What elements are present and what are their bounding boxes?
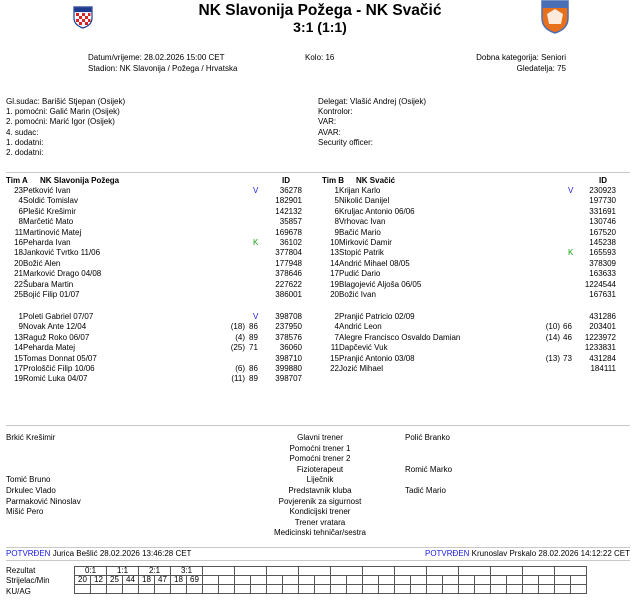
player-id: 230923 <box>589 186 616 195</box>
player-id: 145238 <box>589 238 616 247</box>
sub-minute: 73 <box>563 353 572 363</box>
ku-ag-cell <box>475 585 491 594</box>
team-b-id-header: ID <box>599 176 607 185</box>
staff-right-name: Polić Branko <box>405 433 450 442</box>
official-right: AVAR: <box>318 127 341 137</box>
staff-role: Predstavnik kluba <box>288 486 352 495</box>
player-id: 398710 <box>275 353 302 363</box>
player-id: 331691 <box>589 206 616 216</box>
sub-replaced: (14) <box>545 332 560 342</box>
player-name: Pranjić Antonio 03/08 <box>339 353 415 363</box>
ku-ag-cell <box>523 585 539 594</box>
player-number: 5 <box>334 196 339 206</box>
player-id: 35857 <box>279 217 302 227</box>
label-scorer: Strijelac/Min <box>6 576 50 585</box>
player-id: 237950 <box>275 322 302 332</box>
ku-ag-cell <box>235 585 251 594</box>
rule-staff <box>6 425 630 426</box>
player-name: Pudić Dario <box>339 269 381 279</box>
rule-lineups <box>6 172 630 173</box>
sub-minute: 89 <box>249 374 258 384</box>
player-number: 4 <box>18 196 23 206</box>
scorer-cell <box>443 576 459 585</box>
scorer-cell <box>491 576 507 585</box>
player-name: Raguž Roko 06/07 <box>23 332 90 342</box>
staff-role: Medicinski tehničar/sestra <box>273 528 367 538</box>
player-role-mark: V <box>253 312 259 321</box>
ku-ag-cell <box>123 585 139 594</box>
player-id: 378576 <box>275 332 302 342</box>
ku-ag-cell <box>107 585 123 594</box>
player-role-mark: K <box>253 238 259 247</box>
player-name: Bačić Mario <box>339 227 381 237</box>
ku-ag-cell <box>395 585 411 594</box>
player-name: Jozić Mihael <box>339 364 384 373</box>
scorer-row <box>75 576 587 585</box>
player-number: 6 <box>18 206 23 216</box>
result-cell <box>427 567 459 576</box>
player-id: 1223972 <box>584 332 616 342</box>
player-name: Peharda Ivan <box>23 238 71 247</box>
result-cell <box>235 567 267 576</box>
confirm-right <box>425 549 630 558</box>
staff-role: Trener vratara <box>294 517 346 527</box>
player-id: 431284 <box>589 353 616 363</box>
player-number: 6 <box>334 206 339 216</box>
player-name: Šubara Martin <box>23 279 74 289</box>
ku-ag-cell <box>427 585 443 594</box>
result-cell: 0:1 <box>75 567 107 576</box>
ku-ag-cell <box>555 585 571 594</box>
ku-ag-cell <box>251 585 267 594</box>
team-a-id-header: ID <box>282 176 290 185</box>
staff-role: Liječnik <box>306 475 334 485</box>
scorer-cell <box>251 576 267 585</box>
player-id: 165593 <box>589 248 616 258</box>
player-number: 9 <box>18 322 23 332</box>
player-role-mark: V <box>253 186 259 195</box>
player-role-mark: V <box>568 186 574 195</box>
player-name: Andrić Leon <box>339 322 382 332</box>
ku-ag-cell <box>91 585 107 594</box>
scorer-cell <box>475 576 491 585</box>
player-name: Martinović Matej <box>23 227 82 237</box>
player-number: 17 <box>14 364 23 373</box>
player-name: Prološčić Filip 10/06 <box>23 364 95 373</box>
player-number: 21 <box>14 269 23 279</box>
match-round: Kolo: 16 <box>305 53 335 62</box>
player-number: 10 <box>330 238 339 247</box>
confirm-right-label: POTVRĐEN <box>424 549 470 558</box>
player-number: 2 <box>334 312 339 321</box>
player-number: 22 <box>14 279 23 289</box>
player-number: 15 <box>14 353 23 363</box>
staff-right-name: Romić Marko <box>405 464 453 474</box>
ku-ag-cell <box>187 585 203 594</box>
scorer-cell <box>427 576 443 585</box>
scorer-cell: 69 <box>187 576 203 585</box>
player-name: Andrić Mihael 08/05 <box>339 258 410 268</box>
player-name: Nikolić Danijel <box>339 196 390 206</box>
label-ku-ag: KU/AG <box>6 587 31 596</box>
sub-replaced: (13) <box>545 353 560 363</box>
player-name: Marčetić Mato <box>23 217 74 227</box>
player-id: 163633 <box>589 269 616 279</box>
scorer-cell: 18 <box>171 576 187 585</box>
player-name: Peharda Matej <box>23 343 76 353</box>
staff-role: Pomoćni trener 2 <box>289 454 351 464</box>
scorer-cell <box>555 576 571 585</box>
away-club-crest <box>541 0 569 34</box>
sub-replaced: (10) <box>545 322 560 332</box>
player-number: 4 <box>334 322 339 332</box>
ku-ag-cell <box>155 585 171 594</box>
player-role-mark: K <box>568 248 574 258</box>
player-id: 36102 <box>279 238 302 247</box>
player-number: 20 <box>14 258 23 268</box>
staff-left-name: Tomić Bruno <box>6 475 51 485</box>
sub-replaced: (4) <box>235 332 245 342</box>
rule-scoring <box>6 560 630 561</box>
sub-replaced: (18) <box>230 322 245 332</box>
player-number: 11 <box>330 343 339 353</box>
ku-ag-cell <box>75 585 91 594</box>
player-number: 22 <box>330 364 339 373</box>
player-id: 169678 <box>275 227 302 237</box>
player-name: Poleti Gabriel 07/07 <box>23 312 94 321</box>
result-cell <box>395 567 427 576</box>
result-cell <box>203 567 235 576</box>
scorer-cell: 44 <box>123 576 139 585</box>
confirm-left-label: POTVRĐEN <box>6 549 51 558</box>
scoring-table <box>74 566 587 594</box>
player-id: 203401 <box>589 322 616 332</box>
ku-ag-cell <box>379 585 395 594</box>
scorer-cell <box>267 576 283 585</box>
result-cell <box>491 567 523 576</box>
player-number: 13 <box>330 248 339 258</box>
sub-minute: 71 <box>249 343 258 353</box>
player-id: 377804 <box>275 248 302 258</box>
scorer-cell: 20 <box>75 576 91 585</box>
scorer-cell <box>379 576 395 585</box>
ku-ag-cell <box>459 585 475 594</box>
result-cell <box>331 567 363 576</box>
scorer-cell: 18 <box>139 576 155 585</box>
sub-replaced: (25) <box>230 343 245 353</box>
player-id: 184111 <box>590 364 616 373</box>
official-right: VAR: <box>318 117 337 127</box>
ku-ag-cell <box>267 585 283 594</box>
sub-minute: 86 <box>249 322 258 332</box>
scorer-cell <box>523 576 539 585</box>
staff-left-name: Drkulec Vlado <box>6 486 56 495</box>
result-cell <box>555 567 587 576</box>
ku-ag-cell <box>299 585 315 594</box>
player-name: Tomas Donnat 05/07 <box>23 353 97 363</box>
player-id: 197730 <box>589 196 616 206</box>
player-number: 15 <box>330 353 339 363</box>
ku-ag-cell <box>411 585 427 594</box>
scorer-cell <box>347 576 363 585</box>
sub-minute: 46 <box>563 332 572 342</box>
match-score: 3:1 (1:1) <box>293 19 347 35</box>
player-name: Božić Alen <box>23 258 61 268</box>
player-number: 18 <box>14 248 23 258</box>
player-id: 36060 <box>279 343 302 353</box>
player-id: 398708 <box>275 312 302 321</box>
result-row <box>75 567 587 576</box>
ku-ag-cell <box>363 585 379 594</box>
result-cell: 1:1 <box>107 567 139 576</box>
ku-ag-cell <box>443 585 459 594</box>
player-name: Krijan Karlo <box>339 186 381 195</box>
player-name: Soldić Tomislav <box>23 196 78 206</box>
official-left: 2. pomoćni: Marić Igor (Osijek) <box>6 117 115 127</box>
result-cell: 2:1 <box>139 567 171 576</box>
staff-right-name: Tadić Mario <box>405 486 446 495</box>
confirm-left-text: Jurica Bešlić 28.02.2026 13:46:28 CET <box>52 549 192 558</box>
staff-role: Fizioterapeut <box>296 464 344 474</box>
player-name: Plešić Krešimir <box>23 206 76 216</box>
player-id: 431286 <box>589 312 616 321</box>
scorer-cell: 25 <box>107 576 123 585</box>
player-name: Blagojević Aljoša 06/05 <box>339 279 422 289</box>
result-cell <box>299 567 331 576</box>
player-id: 1233831 <box>584 343 616 353</box>
ku-ag-cell <box>347 585 363 594</box>
staff-role: Povjerenik za sigurnost <box>278 496 362 506</box>
ku-ag-cell <box>491 585 507 594</box>
official-right: Kontrolor: <box>318 107 353 117</box>
player-name: Bojić Filip 01/07 <box>23 290 80 299</box>
official-right: Delegat: Vlašić Andrej (Osijek) <box>318 97 427 106</box>
official-left: Gl.sudac: Barišić Stjepan (Osijek) <box>6 97 126 106</box>
confirm-left <box>6 549 191 558</box>
ku-ag-cell <box>539 585 555 594</box>
match-title: NK Slavonija Požega - NK Svačić <box>198 2 442 19</box>
player-number: 9 <box>334 227 339 237</box>
scorer-cell <box>363 576 379 585</box>
staff-role: Kondicijski trener <box>289 507 351 517</box>
ku-ag-cell <box>315 585 331 594</box>
scorer-cell <box>235 576 251 585</box>
scorer-cell <box>459 576 475 585</box>
scorer-cell <box>219 576 235 585</box>
official-right: Security officer: <box>318 137 373 147</box>
player-id: 167631 <box>589 290 616 299</box>
player-number: 25 <box>14 290 23 299</box>
player-id: 167520 <box>589 227 616 237</box>
player-name: Novak Ante 12/04 <box>23 322 87 332</box>
ku-ag-cell <box>219 585 235 594</box>
player-number: 8 <box>334 217 339 227</box>
player-id: 1224544 <box>584 279 616 289</box>
staff-left-name: Parmaković Ninoslav <box>6 496 81 506</box>
scorer-cell <box>315 576 331 585</box>
player-number: 19 <box>330 279 339 289</box>
player-number: 16 <box>14 238 23 247</box>
ku-ag-cell <box>139 585 155 594</box>
scorer-cell: 47 <box>155 576 171 585</box>
official-left: 1. dodatni: <box>6 137 44 147</box>
team-b-label: Tim B <box>322 176 345 185</box>
player-id: 36278 <box>279 186 302 195</box>
player-number: 8 <box>18 217 23 227</box>
ku-ag-cell <box>203 585 219 594</box>
scorer-cell <box>283 576 299 585</box>
official-left: 2. dodatni: <box>6 148 44 157</box>
player-number: 1 <box>18 312 23 321</box>
team-a-name: NK Slavonija Požega <box>40 176 120 185</box>
sub-minute: 66 <box>563 322 572 332</box>
spectators: Gledatelja: 75 <box>516 64 566 73</box>
official-left: 1. pomoćni: Galić Marin (Osijek) <box>6 107 120 117</box>
match-stadium: Stadion: NK Slavonija / Požega / Hrvatska <box>88 64 238 73</box>
player-number: 14 <box>14 343 23 353</box>
player-number: 23 <box>14 186 23 195</box>
ku-ag-cell <box>283 585 299 594</box>
player-name: Janković Tvrtko 11/06 <box>23 248 101 258</box>
staff-role: Glavni trener <box>297 433 343 442</box>
player-name: Stopić Patrik <box>339 248 384 258</box>
player-number: 7 <box>334 332 339 342</box>
scorer-cell <box>331 576 347 585</box>
player-id: 142132 <box>275 206 302 216</box>
team-b-name: NK Svačić <box>356 176 396 185</box>
player-name: Petković Ivan <box>23 186 71 195</box>
player-number: 17 <box>330 269 339 279</box>
scorer-cell <box>507 576 523 585</box>
official-left: 4. sudac: <box>6 127 39 137</box>
player-name: Vrhovac Ivan <box>339 217 386 227</box>
staff-left-name: Mišić Pero <box>6 507 44 517</box>
player-number: 13 <box>14 332 23 342</box>
ku-ag-row <box>75 585 587 594</box>
player-number: 14 <box>330 258 339 268</box>
player-name: Božić Ivan <box>339 290 376 299</box>
rule-confirm <box>6 547 630 548</box>
player-id: 227622 <box>275 279 302 289</box>
result-cell <box>523 567 555 576</box>
label-result: Rezultat <box>6 566 36 575</box>
confirm-right-text: Krunoslav Prskalo 28.02.2026 14:12:22 CET <box>471 549 630 558</box>
age-category: Dobna kategorija: Seniori <box>476 53 566 62</box>
player-number: 11 <box>14 227 23 237</box>
player-name: Kruljac Antonio 06/06 <box>339 206 415 216</box>
player-name: Alegre Francisco Osvaldo Damian <box>339 332 461 342</box>
player-id: 398707 <box>275 374 302 384</box>
player-id: 386001 <box>275 290 302 299</box>
ku-ag-cell <box>331 585 347 594</box>
sub-replaced: (11) <box>231 374 245 384</box>
scorer-cell: 12 <box>91 576 107 585</box>
ku-ag-cell <box>571 585 587 594</box>
scorer-cell <box>299 576 315 585</box>
scorer-cell <box>571 576 587 585</box>
player-number: 19 <box>14 374 23 384</box>
scorer-cell <box>395 576 411 585</box>
player-name: Marković Drago 04/08 <box>23 269 102 279</box>
scorer-cell <box>539 576 555 585</box>
result-cell: 3:1 <box>171 567 203 576</box>
ku-ag-cell <box>507 585 523 594</box>
player-id: 177948 <box>275 258 302 268</box>
player-id: 399880 <box>275 364 302 373</box>
player-id: 378646 <box>275 269 302 279</box>
scorer-cell <box>411 576 427 585</box>
result-cell <box>267 567 299 576</box>
player-id: 182901 <box>275 196 302 206</box>
player-number: 20 <box>330 290 339 299</box>
sub-minute: 86 <box>249 364 258 373</box>
sub-replaced: (6) <box>235 364 245 373</box>
player-number: 1 <box>334 186 339 195</box>
sub-minute: 89 <box>249 332 258 342</box>
player-name: Dapčević Vuk <box>339 343 388 353</box>
player-name: Romić Luka 04/07 <box>23 374 88 384</box>
player-name: Mirković Damir <box>339 238 392 247</box>
staff-left-name: Brkić Krešimir <box>6 433 56 442</box>
scorer-cell <box>203 576 219 585</box>
result-cell <box>459 567 491 576</box>
team-a-label: Tim A <box>6 176 28 185</box>
ku-ag-cell <box>171 585 187 594</box>
player-id: 378309 <box>589 258 616 268</box>
player-id: 130746 <box>589 217 616 227</box>
match-datetime: Datum/vrijeme: 28.02.2026 15:00 CET <box>88 53 225 62</box>
result-cell <box>363 567 395 576</box>
staff-role: Pomoćni trener 1 <box>289 443 351 453</box>
player-name: Pranjić Patricio 02/09 <box>339 312 415 321</box>
